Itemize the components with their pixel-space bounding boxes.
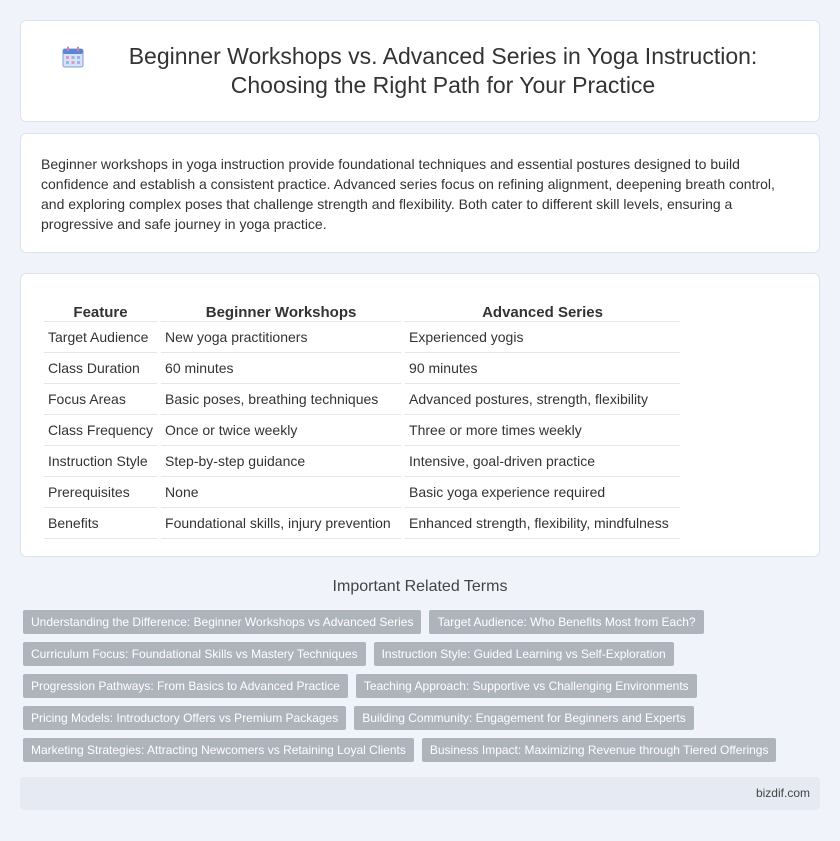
table-row (44, 446, 680, 477)
related-term-tag[interactable]: Teaching Approach: Supportive vs Challenging Environments (356, 674, 697, 698)
page-title: Beginner Workshops vs. Advanced Series in Yoga Instruction: Choosing the Right Path for Your Practice (128, 43, 758, 98)
related-term-tag[interactable]: Progression Pathways: From Basics to Advanced Practice (23, 674, 348, 698)
related-terms-list (23, 610, 813, 762)
table-cell: Target Audience (44, 322, 157, 353)
header-card (20, 20, 820, 122)
footer-site-link[interactable]: bizdif.com (755, 786, 810, 800)
table-cell: Prerequisites (44, 477, 157, 508)
related-term-tag[interactable]: Target Audience: Who Benefits Most from Each? (429, 610, 703, 634)
related-term-tag[interactable]: Marketing Strategies: Attracting Newcomers vs Retaining Loyal Clients (23, 738, 414, 762)
related-term-tag[interactable]: Building Community: Engagement for Beginners and Experts (354, 706, 694, 730)
table-row (44, 415, 680, 446)
table-cell: 90 minutes (405, 353, 680, 384)
column-header-beginner: Beginner Workshops (161, 296, 401, 322)
table-cell: Three or more times weekly (405, 415, 680, 446)
table-cell: Step-by-step guidance (161, 446, 401, 477)
table-row (44, 353, 680, 384)
related-term-tag[interactable]: Pricing Models: Introductory Offers vs Premium Packages (23, 706, 346, 730)
table-cell: Class Duration (44, 353, 157, 384)
table-cell: Class Frequency (44, 415, 157, 446)
table-cell: Advanced postures, strength, flexibility (405, 384, 680, 415)
related-terms-heading: Important Related Terms (332, 578, 508, 595)
table-cell: Instruction Style (44, 446, 157, 477)
table-cell: New yoga practitioners (161, 322, 401, 353)
table-cell: None (161, 477, 401, 508)
footer (20, 777, 820, 810)
calendar-icon (61, 45, 85, 69)
table-cell: Intensive, goal-driven practice (405, 446, 680, 477)
intro-card (20, 133, 820, 253)
comparison-table (40, 296, 684, 539)
intro-text: Beginner workshops in yoga instruction provide foundational techniques and essential postures designed to build confidence and establish a consistent practice. Advanced series focus on refining alignment, deepening breath control, and exploring complex poses that challenge strength and flexibility. Both cater to different skill levels, ensuring a progressive and safe journey in yoga practice. (41, 156, 775, 232)
related-term-tag[interactable]: Understanding the Difference: Beginner Workshops vs Advanced Series (23, 610, 421, 634)
column-header-advanced: Advanced Series (405, 296, 680, 322)
table-row (44, 384, 680, 415)
table-cell: Once or twice weekly (161, 415, 401, 446)
column-header-feature: Feature (44, 296, 157, 322)
table-row (44, 477, 680, 508)
table-cell: Benefits (44, 508, 157, 539)
table-row (44, 508, 680, 539)
table-row (44, 322, 680, 353)
table-cell: Enhanced strength, flexibility, mindfulness (405, 508, 680, 539)
related-term-tag[interactable]: Instruction Style: Guided Learning vs Self-Exploration (374, 642, 674, 666)
related-term-tag[interactable]: Curriculum Focus: Foundational Skills vs Mastery Techniques (23, 642, 366, 666)
table-cell: Focus Areas (44, 384, 157, 415)
table-cell: Foundational skills, injury prevention (161, 508, 401, 539)
table-header-row (44, 296, 680, 322)
table-cell: 60 minutes (161, 353, 401, 384)
table-cell: Basic poses, breathing techniques (161, 384, 401, 415)
table-cell: Experienced yogis (405, 322, 680, 353)
comparison-table-card (20, 273, 820, 557)
table-cell: Basic yoga experience required (405, 477, 680, 508)
related-term-tag[interactable]: Business Impact: Maximizing Revenue through Tiered Offerings (422, 738, 777, 762)
